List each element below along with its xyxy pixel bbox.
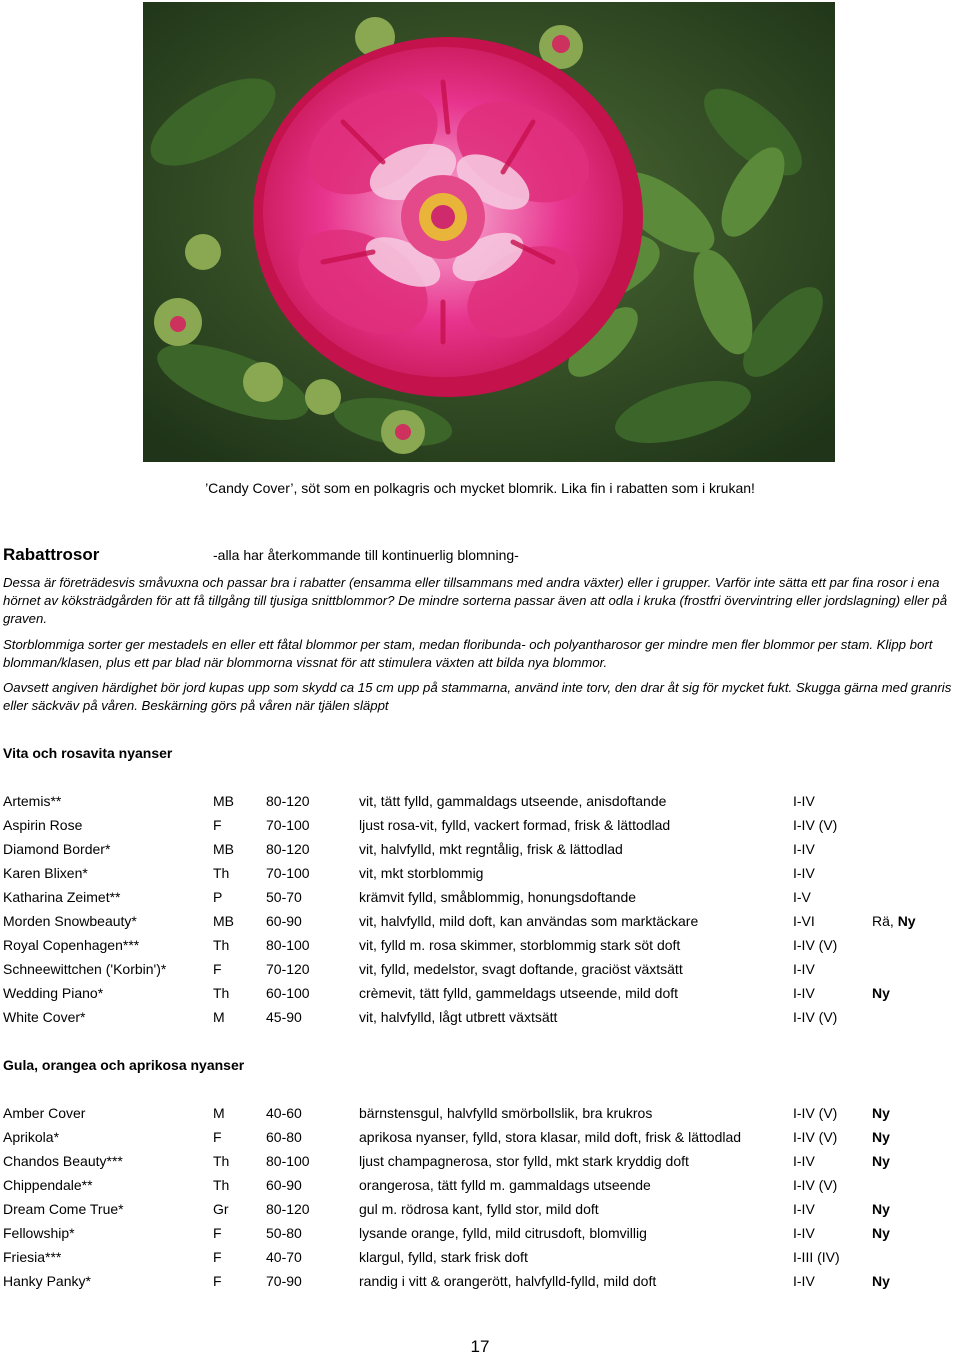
rose-height: 70-90 <box>266 1273 302 1289</box>
table-row <box>0 985 960 1005</box>
rose-name: Hanky Panky* <box>3 1273 91 1289</box>
rose-description: aprikosa nyanser, fylld, stora klasar, mild doft, frisk & lättodlad <box>359 1129 742 1145</box>
rose-height: 60-90 <box>266 1177 302 1193</box>
rose-description: vit, halvfylld, lågt utbrett växtsätt <box>359 1009 558 1025</box>
rose-height: 80-100 <box>266 937 310 953</box>
rose-note: Ny <box>872 1153 890 1169</box>
rose-description: gul m. rödrosa kant, fylld stor, mild doft <box>359 1201 599 1217</box>
rose-name: Chandos Beauty*** <box>3 1153 123 1169</box>
intro-paragraph: Oavsett angiven härdighet bör jord kupas upp som skydd ca 15 cm upp på stammarna, använd inte torv, den drar åt sig för mycket fukt. Skugga gärna med granris eller säckväv på våren. Beskärning görs på våren när tjälen släppt <box>3 680 952 713</box>
rose-type: F <box>213 1129 222 1145</box>
rose-zone: I-IV <box>793 1273 815 1289</box>
rose-height: 70-120 <box>266 961 310 977</box>
rose-height: 60-90 <box>266 913 302 929</box>
rose-zone: I-VI <box>793 913 815 929</box>
rose-note: Ny <box>872 1273 890 1289</box>
rose-height: 40-70 <box>266 1249 302 1265</box>
rose-zone: I-IV <box>793 793 815 809</box>
rose-height: 80-120 <box>266 793 310 809</box>
rose-zone: I-V <box>793 889 811 905</box>
group-heading: Gula, orangea och aprikosa nyanser <box>3 1057 245 1073</box>
rose-description: vit, tätt fylld, gammaldags utseende, anisdoftande <box>359 793 667 809</box>
rose-height: 80-100 <box>266 1153 310 1169</box>
rose-height: 70-100 <box>266 817 310 833</box>
rose-description: vit, fylld m. rosa skimmer, storblommig stark söt doft <box>359 937 681 953</box>
rose-zone: I-IV <box>793 961 815 977</box>
rose-name: Chippendale** <box>3 1177 93 1193</box>
table-row <box>0 1225 960 1245</box>
rose-height: 50-80 <box>266 1225 302 1241</box>
rose-height: 50-70 <box>266 889 302 905</box>
rose-type: Gr <box>213 1201 229 1217</box>
table-row <box>0 889 960 909</box>
table-row <box>0 1105 960 1125</box>
rose-description: vit, fylld, medelstor, svagt doftande, graciöst växtsätt <box>359 961 683 977</box>
rose-zone: I-IV (V) <box>793 1009 838 1025</box>
rose-type: F <box>213 961 222 977</box>
rose-type: F <box>213 817 222 833</box>
rose-type: MB <box>213 913 234 929</box>
table-row <box>0 793 960 813</box>
rose-type: MB <box>213 841 234 857</box>
table-row <box>0 961 960 981</box>
rose-note: Ny <box>872 985 890 1001</box>
page-number: 17 <box>470 1337 490 1356</box>
rose-type: F <box>213 1273 222 1289</box>
rose-type: M <box>213 1105 225 1121</box>
table-row <box>0 1129 960 1149</box>
rose-zone: I-IV (V) <box>793 1105 838 1121</box>
rose-zone: I-IV <box>793 841 815 857</box>
rose-zone: I-IV (V) <box>793 817 838 833</box>
rose-note: Ny <box>872 1225 890 1241</box>
photo-caption: ’Candy Cover’, söt som en polkagris och mycket blomrik. Lika fin i rabatten som i krukan! <box>205 480 755 496</box>
rose-description: bärnstensgul, halvfylld smörbollslik, bra krukros <box>359 1105 653 1121</box>
rose-note-plain: Rä, <box>872 913 894 929</box>
rose-type: Th <box>213 985 230 1001</box>
rose-name: Diamond Border* <box>3 841 111 857</box>
rose-description: lysande orange, fylld, mild citrusdoft, blomvillig <box>359 1225 647 1241</box>
rose-height: 60-100 <box>266 985 310 1001</box>
rose-type: M <box>213 1009 225 1025</box>
rose-type: Th <box>213 937 230 953</box>
rose-name: Friesia*** <box>3 1249 62 1265</box>
rose-description: klargul, fylld, stark frisk doft <box>359 1249 528 1265</box>
rose-zone: I-IV (V) <box>793 937 838 953</box>
section-subtitle: -alla har återkommande till kontinuerlig blomning- <box>213 547 519 563</box>
rose-photo <box>143 2 835 462</box>
rose-note-new: Ny <box>897 913 916 929</box>
rose-zone: I-IV (V) <box>793 1177 838 1193</box>
rose-type: F <box>213 1249 222 1265</box>
rose-name: Aprikola* <box>3 1129 60 1145</box>
rose-name: Royal Copenhagen*** <box>3 937 140 953</box>
rose-name: Morden Snowbeauty* <box>3 913 137 929</box>
rose-zone: I-III (IV) <box>793 1249 840 1265</box>
rose-zone: I-IV (V) <box>793 1129 838 1145</box>
rose-zone: I-IV <box>793 1225 815 1241</box>
rose-type: F <box>213 1225 222 1241</box>
rose-zone: I-IV <box>793 1201 815 1217</box>
rose-name: Aspirin Rose <box>3 817 83 833</box>
table-row <box>0 1153 960 1173</box>
rose-zone: I-IV <box>793 1153 815 1169</box>
rose-note <box>872 913 916 929</box>
group-heading: Vita och rosavita nyanser <box>3 745 173 761</box>
rose-name: Fellowship* <box>3 1225 75 1241</box>
rose-name: White Cover* <box>3 1009 86 1025</box>
table-row <box>0 1249 960 1269</box>
table-row <box>0 817 960 837</box>
rose-height: 70-100 <box>266 865 310 881</box>
rose-type: MB <box>213 793 234 809</box>
rose-name: Wedding Piano* <box>3 985 104 1001</box>
rose-description: vit, halvfylld, mkt regntålig, frisk & lättodlad <box>359 841 623 857</box>
intro-paragraph: Storblommiga sorter ger mestadels en eller ett fåtal blommor per stam, medan floribunda- och polyantharosor ger mindre men fler blommor per stam. Klipp bort blomman/klasen, plus ett par blad när blommorna vissnat för att stimulera växten att bilda nya blommor. <box>3 637 933 670</box>
rose-description: vit, mkt storblommig <box>359 865 484 881</box>
rose-height: 80-120 <box>266 1201 310 1217</box>
table-row <box>0 913 960 933</box>
rose-note: Ny <box>872 1201 890 1217</box>
rose-description: crèmevit, tätt fylld, gammeldags utseende, mild doft <box>359 985 679 1001</box>
rose-height: 60-80 <box>266 1129 302 1145</box>
rose-type: Th <box>213 865 230 881</box>
rose-type: Th <box>213 1177 230 1193</box>
intro-paragraph: Dessa är företrädesvis småvuxna och passar bra i rabatter (ensamma eller tillsammans med andra växter) eller i grupper. Varför inte sätta ett par fina rosor i ena hörnet av köksträdgården för att få tillgång till tjusiga snittblommor? De mindre sorterna passar även att odla i kruka (frostfri övervintring eller jordslagning) eller på graven. <box>3 575 948 626</box>
rose-name: Schneewittchen ('Korbin')* <box>3 961 167 977</box>
rose-name: Artemis** <box>3 793 62 809</box>
rose-description: randig i vitt & orangerött, halvfylld-fylld, mild doft <box>359 1273 657 1289</box>
rose-illustration <box>143 2 835 462</box>
section-title: Rabattrosor <box>3 545 100 564</box>
rose-zone: I-IV <box>793 985 815 1001</box>
table-row <box>0 865 960 885</box>
table-row <box>0 841 960 861</box>
rose-type: Th <box>213 1153 230 1169</box>
rose-description: orangerosa, tätt fylld m. gammaldags utseende <box>359 1177 651 1193</box>
rose-height: 80-120 <box>266 841 310 857</box>
rose-name: Karen Blixen* <box>3 865 88 881</box>
rose-name: Dream Come True* <box>3 1201 124 1217</box>
rose-name: Katharina Zeimet** <box>3 889 121 905</box>
rose-note: Ny <box>872 1129 890 1145</box>
table-row <box>0 1273 960 1293</box>
table-row <box>0 937 960 957</box>
rose-description: vit, halvfylld, mild doft, kan användas som marktäckare <box>359 913 699 929</box>
table-row <box>0 1201 960 1221</box>
rose-description: ljust champagnerosa, stor fylld, mkt stark kryddig doft <box>359 1153 689 1169</box>
rose-height: 40-60 <box>266 1105 302 1121</box>
rose-type: P <box>213 889 223 905</box>
rose-zone: I-IV <box>793 865 815 881</box>
rose-name: Amber Cover <box>3 1105 86 1121</box>
rose-description: ljust rosa-vit, fylld, vackert formad, frisk & lättodlad <box>359 817 671 833</box>
rose-description: krämvit fylld, småblommig, honungsdoftande <box>359 889 637 905</box>
table-row <box>0 1177 960 1197</box>
rose-note: Ny <box>872 1105 890 1121</box>
table-row <box>0 1009 960 1029</box>
rose-height: 45-90 <box>266 1009 302 1025</box>
